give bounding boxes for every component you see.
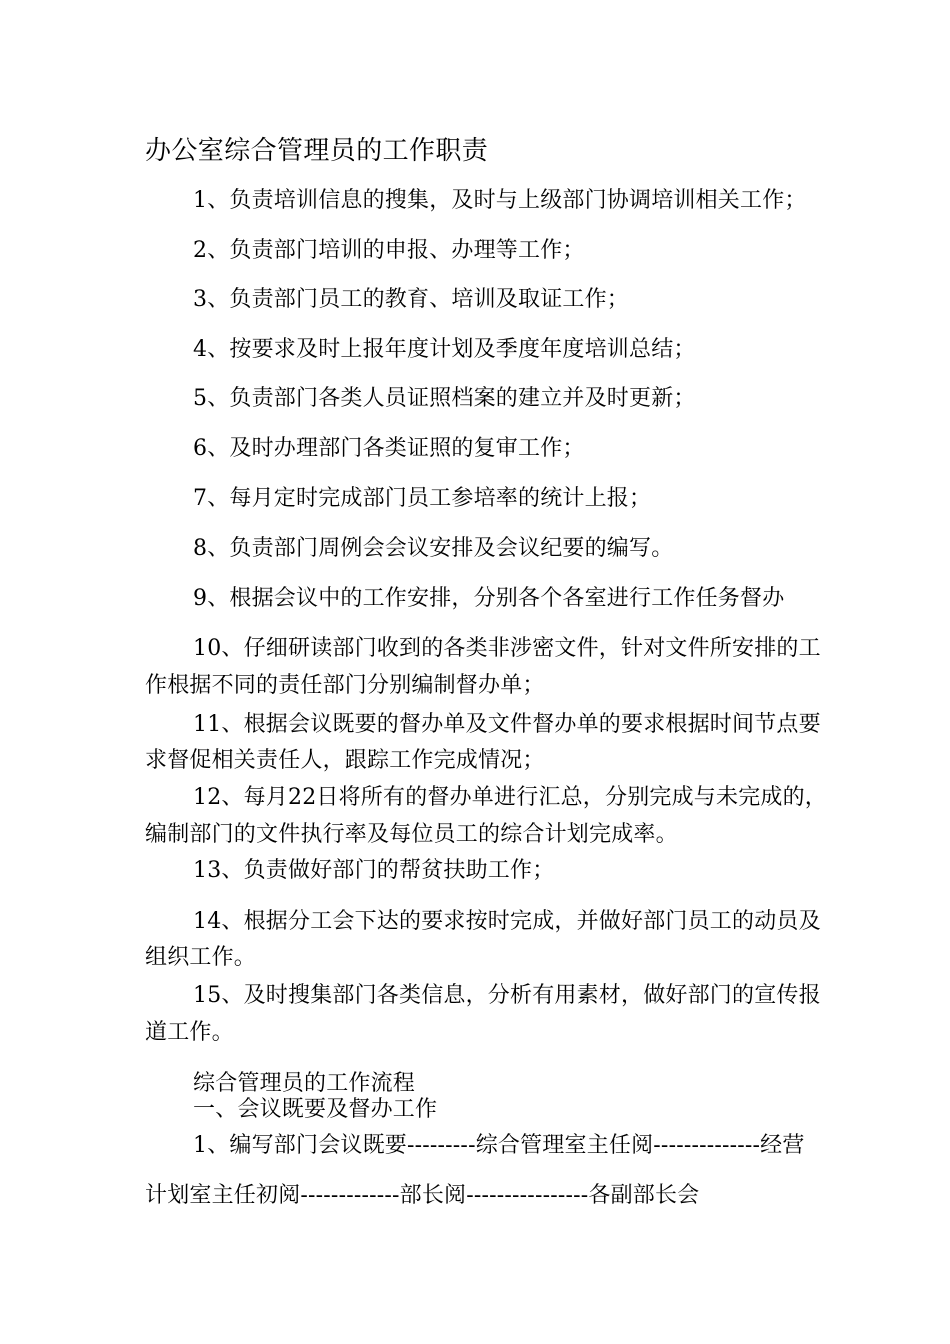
process-title: 综合管理员的工作流程 bbox=[193, 1071, 416, 1096]
process-section-heading: 一、会议既要及督办工作 bbox=[193, 1097, 438, 1122]
duty-line-14a: 14、根据分工会下达的要求按时完成，并做好部门员工的动员及 bbox=[193, 909, 821, 934]
duty-line-10a: 10、仔细研读部门收到的各类非涉密文件，针对文件所安排的工 bbox=[193, 636, 821, 661]
duty-line-4: 4、按要求及时上报年度计划及季度年度培训总结； bbox=[193, 337, 696, 362]
duty-line-2: 2、负责部门培训的申报、办理等工作； bbox=[193, 238, 585, 263]
duty-line-11b: 求督促相关责任人，跟踪工作完成情况； bbox=[145, 748, 545, 773]
duty-line-7: 7、每月定时完成部门员工参培率的统计上报； bbox=[193, 486, 652, 511]
document-title: 办公室综合管理员的工作职责 bbox=[145, 136, 489, 166]
duty-line-3: 3、负责部门员工的教育、培训及取证工作； bbox=[193, 287, 629, 312]
duty-line-12a: 12、每月22日将所有的督办单进行汇总，分别完成与未完成的， bbox=[193, 785, 827, 810]
duty-line-10b: 作根据不同的责任部门分别编制督办单； bbox=[145, 673, 545, 698]
duty-line-6: 6、及时办理部门各类证照的复审工作； bbox=[193, 436, 585, 461]
duty-line-14b: 组织工作。 bbox=[145, 945, 257, 970]
duty-line-15a: 15、及时搜集部门各类信息，分析有用素材，做好部门的宣传报 bbox=[193, 983, 821, 1008]
duty-line-12b: 编制部门的文件执行率及每位员工的综合计划完成率。 bbox=[145, 822, 678, 847]
duty-line-8: 8、负责部门周例会会议安排及会议纪要的编写。 bbox=[193, 536, 674, 561]
duty-line-15b: 道工作。 bbox=[145, 1020, 234, 1045]
duty-line-1: 1、负责培训信息的搜集，及时与上级部门协调培训相关工作； bbox=[193, 188, 807, 213]
duty-line-13: 13、负责做好部门的帮贫扶助工作； bbox=[193, 858, 555, 883]
duty-line-5: 5、负责部门各类人员证照档案的建立并及时更新； bbox=[193, 386, 696, 411]
process-line-2: 计划室主任初阅-------------部长阅----------------各副部长会 bbox=[145, 1183, 700, 1208]
process-line-1: 1、编写部门会议既要---------综合管理室主任阅--------------经营 bbox=[193, 1133, 805, 1158]
duty-line-11a: 11、根据会议既要的督办单及文件督办单的要求根据时间节点要 bbox=[193, 712, 821, 737]
duty-line-9: 9、根据会议中的工作安排，分别各个各室进行工作任务督办 bbox=[193, 586, 785, 611]
